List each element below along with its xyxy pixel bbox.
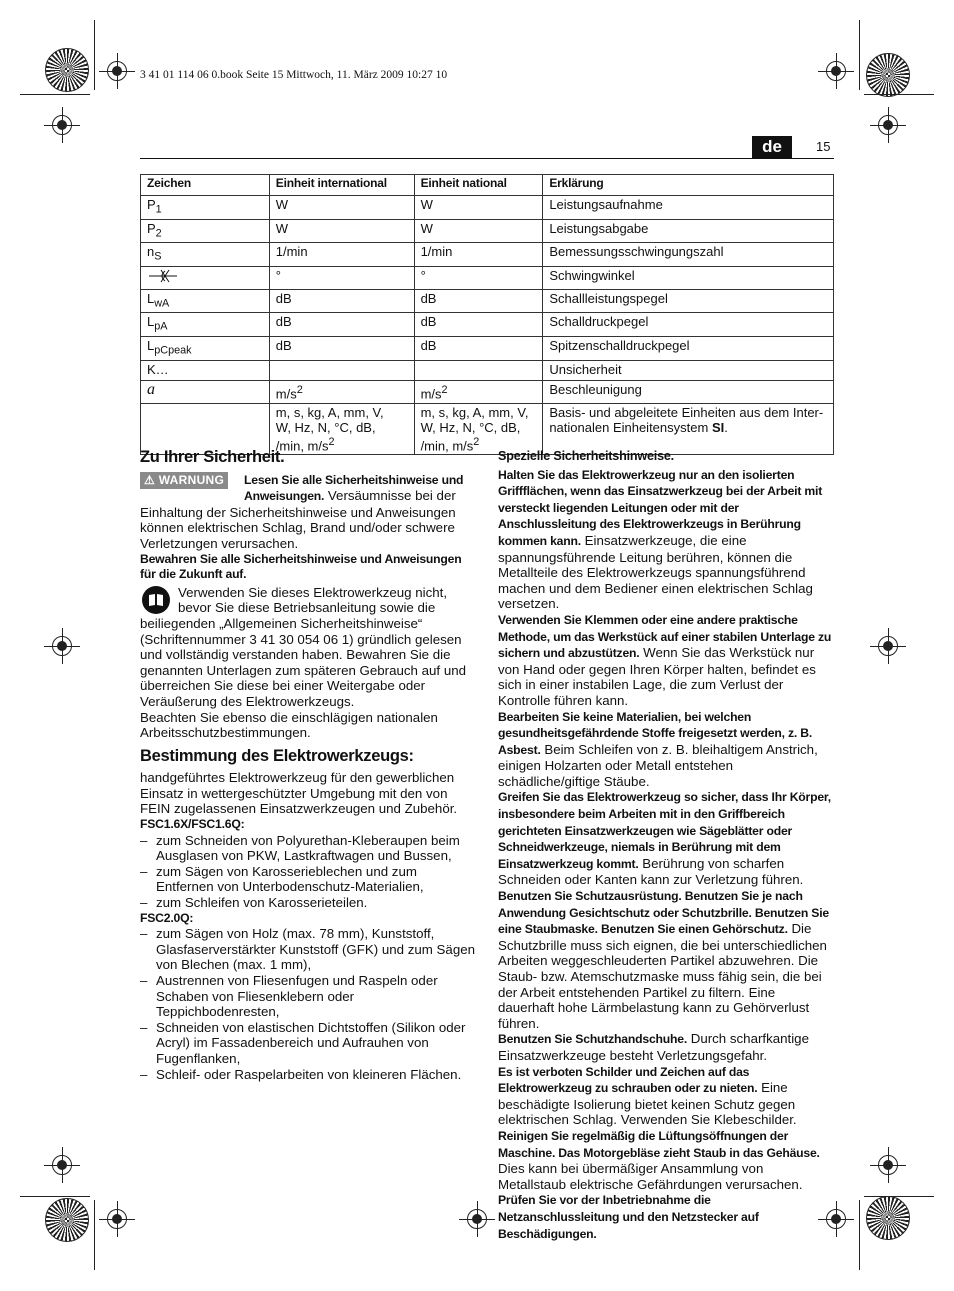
list-item: – zum Schleifen von Karosserieteilen.: [140, 895, 476, 911]
unit-national-cell: $m/s^2$: [414, 380, 543, 403]
trim-line-bottom-left-h: [20, 1196, 90, 1197]
unit-international-cell: dB: [269, 313, 414, 337]
left-column: [140, 450, 476, 1082]
purpose-heading: Bestimmung des Elektrowerkzeugs:: [140, 746, 414, 765]
safety-item: Es ist verboten Schilder und Zeichen auf das Elektrowerkzeug zu schrauben oder zu nieten. Eine beschädigte Isolierung bietet keinen Schutz gegen elektrischen Schlag. Verwenden Sie Klebeschilder.: [498, 1064, 797, 1128]
registration-mark-top-left: [107, 61, 127, 81]
table-row: [141, 336, 834, 360]
unit-international-cell: dB: [269, 336, 414, 360]
explanation-cell: Bemessungsschwingungszahl: [543, 243, 834, 267]
safety-item: Reinigen Sie regelmäßig die Lüftungsöffnungen der Maschine. Das Motorgebläse zieht Staub in das Gehäuse. Dies kann bei übermäßiger Ansammlung von Metallstaub elektrische Gefährdungen verursachen.: [498, 1128, 820, 1192]
symbol-cell: $P_1$: [141, 196, 270, 220]
safety-item: Prüfen Sie vor der Inbetriebnahme die Netzanschlussleitung und den Netzstecker auf Beschädigungen.: [498, 1193, 759, 1241]
color-wheel-mark-top-right: [866, 53, 910, 97]
unit-national-cell: m, s, kg, A, mm, V, W, Hz, N, °C, dB, /min, $m/s^2$: [414, 403, 543, 454]
right-column: [498, 449, 834, 1242]
read-manual-icon: [142, 586, 170, 614]
registration-mark-bottom-left: [107, 1209, 127, 1229]
purpose-paragraph: handgeführtes Elektrowerkzeug für den gewerblichen Einsatz in wettergeschützter Umgebung mit den von FEIN zugelassenen Einsatzwerkzeugen und Zubehör.: [140, 770, 458, 817]
warning-label-wrap: [140, 472, 244, 498]
trim-line-bottom-right-h: [864, 1196, 934, 1197]
safety-item: Greifen Sie das Elektrowerkzeug so sicher, dass Ihr Körper, insbesondere beim Arbeiten mit in den Griffbereich gerichteten Einsatzwerkzeugen wie Sägeblätter oder Schneidwerkzeuge, niemals in Berührung mit dem Einsatzwerkzeug kommt. Berührung von scharfen Schneiden oder Kanten kann zur Verletzung führen.: [498, 790, 831, 888]
table-row: [141, 266, 834, 289]
unit-national-cell: W: [414, 219, 543, 243]
unit-national-cell: dB: [414, 289, 543, 313]
symbol-cell: $P_2$: [141, 219, 270, 243]
unit-national-cell: W: [414, 196, 543, 220]
warning-triangle-icon: ⚠: [144, 472, 156, 487]
table-row: [141, 360, 834, 380]
safety-intro-paragraph: Lesen Sie alle Sicherheitshinweise und Anweisungen. Versäumnisse bei der Einhaltung der Sicherheitshinweise und Anweisungen können elektrischen Schlag, Brand und/oder schwere Verletzungen verursachen.: [140, 472, 464, 551]
registration-mark-upper-left: [52, 115, 72, 135]
symbol-cell: K…: [141, 360, 270, 380]
trim-line-bottom-left-v: [94, 1200, 95, 1270]
registration-mark-bottom-center: [467, 1209, 487, 1229]
national-regulations-paragraph: Beachten Sie ebenso die einschlägigen nationalen Arbeitsschutzbestimmungen.: [140, 709, 438, 741]
trim-line-bottom-right-v: [859, 1200, 860, 1270]
registration-mark-middle-left: [52, 636, 72, 656]
unit-international-cell: [269, 360, 414, 380]
table-row: [141, 243, 834, 267]
safety-item: Verwenden Sie Klemmen oder eine andere praktische Methode, um das Werkstück auf einer stabilen Unterlage zu sichern und abzustützen. Wenn Sie das Werkstück nur von Hand oder gegen Ihren Körper halten, befindet es sich in einer instabilen Lage, die zum Verlust der Kontrolle führen kann.: [498, 612, 832, 708]
color-wheel-mark-bottom-right: [866, 1196, 910, 1240]
registration-mark-upper-right: [878, 115, 898, 135]
list-item: – Schneiden von elastischen Dichtstoffen (Silikon oder Acryl) im Fassadenbereich und Aufrauhen von Fugenflanken,: [140, 1020, 476, 1067]
color-wheel-mark-top-left: [45, 48, 89, 92]
explanation-cell: Leistungsaufnahme: [543, 196, 834, 220]
symbol-cell: a: [141, 380, 270, 403]
read-manual-paragraph: Verwenden Sie dieses Elektrowerkzeug nicht, bevor Sie diese Betriebsanleitung sowie die beiliegenden „Allgemeinen Sicherheitshinweise“ (Schriftennummer 3 41 30 054 06 1) gründlich gelesen und vollständig verstanden haben. Bewahren Sie die genannten Unterlagen zum späteren Gebrauch auf und überreichen Sie diese bei einer Weitergabe oder Veräußerung des Elektrowerkzeugs.: [140, 584, 467, 709]
explanation-cell: Unsicherheit: [543, 360, 834, 380]
trim-line-top-left-v: [94, 20, 95, 90]
unit-international-cell: W: [269, 196, 414, 220]
safety-item: Bearbeiten Sie keine Materialien, bei welchen gesundheitsgefährdende Stoffe freigesetzt werden, z. B. Asbest. Beim Schleifen von z. B. bleihaltigem Anstrich, einigen Holzarten oder Metall entstehen schädliche/giftige Stäube.: [498, 709, 818, 789]
book-file-note: 3 41 01 114 06 0.book Seite 15 Mittwoch, 11. März 2009 10:27 10: [140, 69, 448, 81]
registration-mark-lower-right: [878, 1155, 898, 1175]
table-row: [141, 380, 834, 403]
registration-mark-middle-right: [878, 636, 898, 656]
table-row: [141, 196, 834, 220]
list-item: – zum Schneiden von Polyurethan-Kleberaupen beim Ausglasen von PKW, Lastkraftwagen und Bussen,: [140, 833, 476, 864]
explanation-cell: Schallleistungspegel: [543, 289, 834, 313]
explanation-cell: Schwingwinkel: [543, 266, 834, 289]
symbol-cell: [141, 266, 270, 289]
table-row: [141, 219, 834, 243]
language-badge: de: [752, 136, 792, 158]
unit-national-cell: 1/min: [414, 243, 543, 267]
unit-national-cell: dB: [414, 313, 543, 337]
oscillation-angle-icon: [147, 268, 179, 284]
unit-national-cell: °: [414, 266, 543, 289]
column-header-unit-international: Einheit international: [269, 175, 414, 196]
trim-line-top-right-v: [859, 20, 860, 90]
fsc16-use-list: [140, 833, 476, 911]
safety-item: Benutzen Sie Schutzausrüstung. Benutzen Sie je nach Anwendung Gesichtschutz oder Schutzbrille. Benutzen Sie eine Staubmaske. Benutzen Sie einen Gehörschutz. Die Schutzbrille muss sich eignen, die bei unterschiedlichen Arbeiten weggeschleuderten Partikel abzuwehren. Die Staub- bzw. Atemschutzmaske muss fähig sein, die bei der Arbeit entstehenden Partikel zu filtern. Eine dauerhaft hohe Lärmbelastung kann zu Gehörverlust führen.: [498, 889, 829, 1031]
color-wheel-mark-bottom-left: [45, 1198, 89, 1242]
model-heading-fsc16: FSC1.6X/FSC1.6Q:: [140, 817, 245, 832]
explanation-cell: Leistungsabgabe: [543, 219, 834, 243]
warning-badge: ⚠ WARNUNG: [140, 472, 228, 490]
unit-international-cell: 1/min: [269, 243, 414, 267]
keep-instructions-paragraph: Bewahren Sie alle Sicherheitshinweise und Anweisungen für die Zukunft auf.: [140, 551, 462, 582]
safety-item: Halten Sie das Elektrowerkzeug nur an den isolierten Griffflächen, wenn das Einsatzwerkzeug bei der Arbeit mit versteckt liegenden Leitungen oder mit der Anschlussleitung des Elektrowerkzeugs in Berührung kommen kann. Einsatzwerkzeuge, die eine spannungsführende Leitung berühren, können die Metallteile des Elektrowerkzeugs spannungsführend machen und dem Bediener einen elektrischen Schlag versetzen.: [498, 467, 823, 612]
list-item: – zum Sägen von Holz (max. 78 mm), Kunststoff, Glasfaserverstärkter Kunststoff (GFK) und zum Sägen von Blechen (max. 1 mm),: [140, 926, 476, 973]
unit-international-cell: W: [269, 219, 414, 243]
unit-national-cell: [414, 360, 543, 380]
list-item: – Austrennen von Fliesenfugen und Raspeln oder Schaben von Fliesenklebern oder Teppichbodenresten,: [140, 973, 476, 1020]
explanation-cell: Spitzenschalldruckpegel: [543, 336, 834, 360]
units-table: [140, 174, 834, 455]
column-header-explanation: Erklärung: [543, 175, 834, 196]
column-header-unit-national: Einheit national: [414, 175, 543, 196]
table-row: [141, 313, 834, 337]
trim-line-top-right-h: [864, 94, 934, 95]
registration-mark-lower-left: [52, 1155, 72, 1175]
safety-heading: Zu Ihrer Sicherheit.: [140, 448, 285, 466]
list-item: – zum Sägen von Karosserieblechen und zum Entfernen von Unterbodenschutz-Materialien,: [140, 864, 476, 895]
fsc20-use-list: [140, 926, 476, 1082]
special-safety-heading: Spezielle Sicherheitshinweise.: [498, 449, 674, 463]
header-rule: [140, 158, 834, 159]
explanation-cell: Schalldruckpegel: [543, 313, 834, 337]
symbol-cell: $L_{pA}$: [141, 313, 270, 337]
page-number: 15: [816, 139, 831, 154]
table-row: [141, 289, 834, 313]
unit-international-cell: $m/s^2$: [269, 380, 414, 403]
unit-international-cell: dB: [269, 289, 414, 313]
list-item: – Schleif- oder Raspelarbeiten von kleineren Flächen.: [140, 1067, 476, 1083]
unit-international-cell: m, s, kg, A, mm, V, W, Hz, N, °C, dB, /min, $m/s^2$: [269, 403, 414, 454]
table-header-row: [141, 175, 834, 196]
model-heading-fsc20: FSC2.0Q:: [140, 910, 194, 925]
symbol-cell: $L_{wA}$: [141, 289, 270, 313]
unit-international-cell: °: [269, 266, 414, 289]
registration-mark-top-right: [826, 61, 846, 81]
symbol-cell: $n_S$: [141, 243, 270, 267]
explanation-cell: Beschleunigung: [543, 380, 834, 403]
trim-line-top-left-h: [20, 94, 90, 95]
explanation-cell: Basis- und abgeleitete Einheiten aus dem Inter- nationalen Einheitensystem SI.: [543, 403, 834, 454]
unit-national-cell: dB: [414, 336, 543, 360]
column-header-symbol: Zeichen: [141, 175, 270, 196]
symbol-cell: $L_{pCpeak}$: [141, 336, 270, 360]
safety-item: Benutzen Sie Schutzhandschuhe. Durch scharfkantige Einsatzwerkzeuge besteht Verletzungsgefahr.: [498, 1031, 809, 1063]
